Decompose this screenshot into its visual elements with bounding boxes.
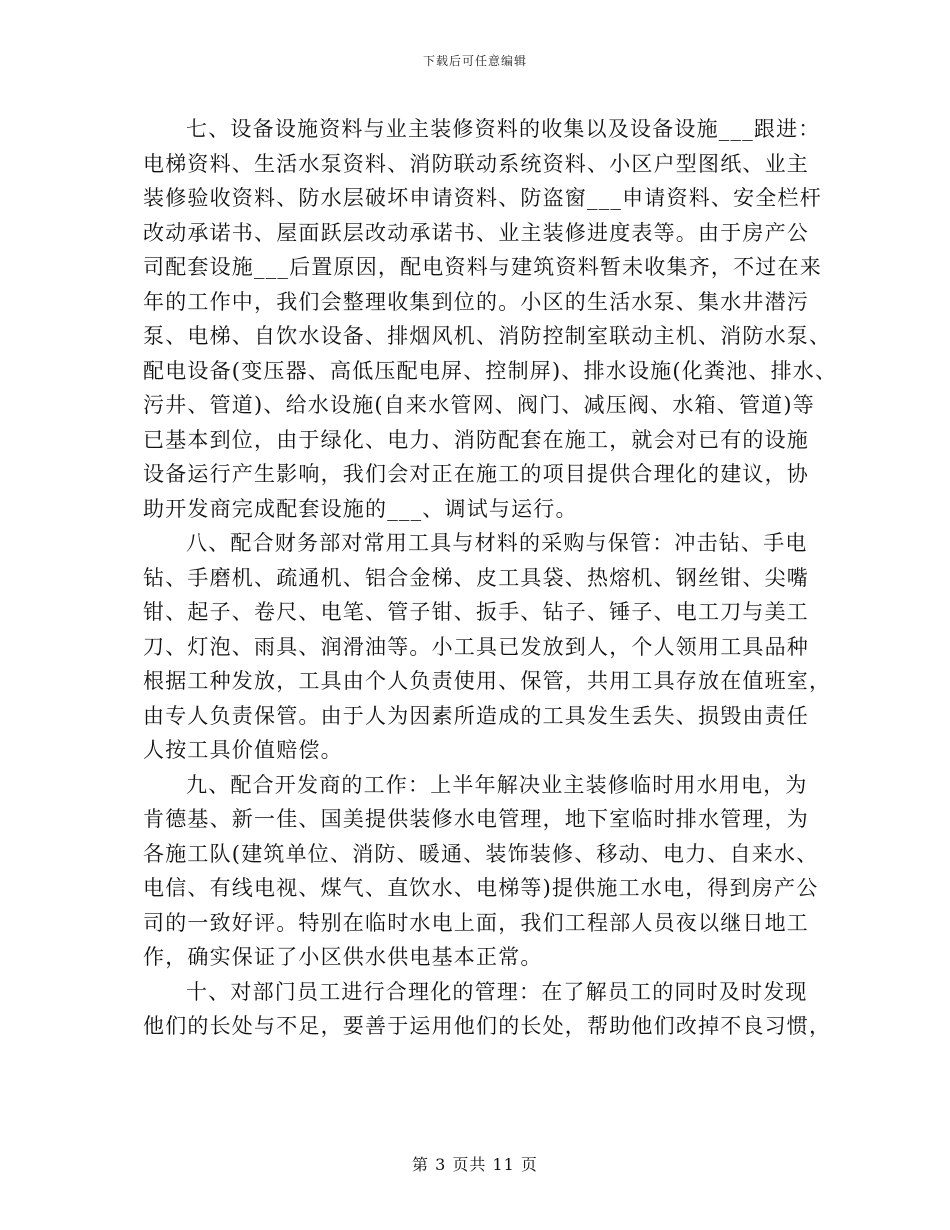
paragraph-10 xyxy=(143,975,832,1044)
text-line: 年的工作中，我们会整理收集到位的。小区的生活水泵、集水井潜污 xyxy=(143,289,809,314)
document-body xyxy=(143,112,838,1044)
paragraph-7 xyxy=(143,112,838,526)
text-line: 改动承诺书、屋面跃层改动承诺书、业主装修进度表等。由于房产公 xyxy=(143,220,809,245)
text-line: 各施工队(建筑单位、消防、暖通、装饰装修、移动、电力、自来水、 xyxy=(143,841,819,866)
text-line: 助开发商完成配套设施的___、调试与运行。 xyxy=(143,496,578,521)
text-line: 作，确实保证了小区供水供电基本正常。 xyxy=(143,945,543,969)
text-line: 电梯资料、生活水泵资料、消防联动系统资料、小区户型图纸、业主 xyxy=(143,151,809,176)
paragraph-9 xyxy=(143,768,819,975)
text-line: 钻、手磨机、疏通机、铝合金梯、皮工具袋、热熔机、钢丝钳、尖嘴 xyxy=(143,565,809,590)
text-line: 九、配合开发商的工作：上半年解决业主装修临时用水用电，为 xyxy=(186,772,808,797)
text-line: 人按工具价值赔偿。 xyxy=(143,738,343,762)
page-number: 第 3 页共 11 页 xyxy=(412,1155,538,1174)
text-line: 司的一致好评。特别在临时水电上面，我们工程部人员夜以继日地工 xyxy=(143,910,809,935)
text-line: 钳、起子、卷尺、电笔、管子钳、扳手、钻子、锤子、电工刀与美工 xyxy=(143,600,809,624)
text-line: 配电设备(变压器、高低压配电屏、控制屏)、排水设施(化粪池、排水、 xyxy=(143,358,838,383)
text-line: 肯德基、新一佳、国美提供装修水电管理，地下室临时排水管理，为 xyxy=(143,807,809,831)
paragraph-8 xyxy=(143,526,832,768)
text-line: 八、配合财务部对常用工具与材料的采购与保管：冲击钻、手电 xyxy=(186,531,808,555)
text-line: 根据工种发放，工具由个人负责使用、保管，共用工具存放在值班室， xyxy=(143,669,832,693)
text-line: 他们的长处与不足，要善于运用他们的长处，帮助他们改掉不良习惯， xyxy=(143,1014,832,1038)
page-header: 下载后可任意编辑 xyxy=(422,54,527,68)
text-line: 刀、灯泡、雨具、润滑油等。小工具已发放到人，个人领用工具品种 xyxy=(143,634,809,659)
text-line: 设备运行产生影响，我们会对正在施工的项目提供合理化的建议，协 xyxy=(143,462,809,486)
text-line: 司配套设施___后置原因，配电资料与建筑资料暂未收集齐，不过在来 xyxy=(143,255,822,279)
text-line: 由专人负责保管。由于人为因素所造成的工具发生丢失、损毁由责任 xyxy=(143,703,809,728)
text-line: 泵、电梯、自饮水设备、排烟风机、消防控制室联动主机、消防水泵、 xyxy=(143,324,832,348)
text-line: 装修验收资料、防水层破坏申请资料、防盗窗___申请资料、安全栏杆 xyxy=(143,186,822,210)
text-line: 污井、管道)、给水设施(自来水管网、阀门、减压阀、水箱、管道)等 xyxy=(143,393,815,417)
text-line: 电信、有线电视、煤气、直饮水、电梯等)提供施工水电，得到房产公 xyxy=(143,876,819,900)
text-line: 已基本到位，由于绿化、电力、消防配套在施工，就会对已有的设施 xyxy=(143,427,809,452)
text-line: 十、对部门员工进行合理化的管理：在了解员工的同时及时发现 xyxy=(186,979,808,1004)
text-line: 七、设备设施资料与业主装修资料的收集以及设备设施___跟进： xyxy=(186,117,821,141)
